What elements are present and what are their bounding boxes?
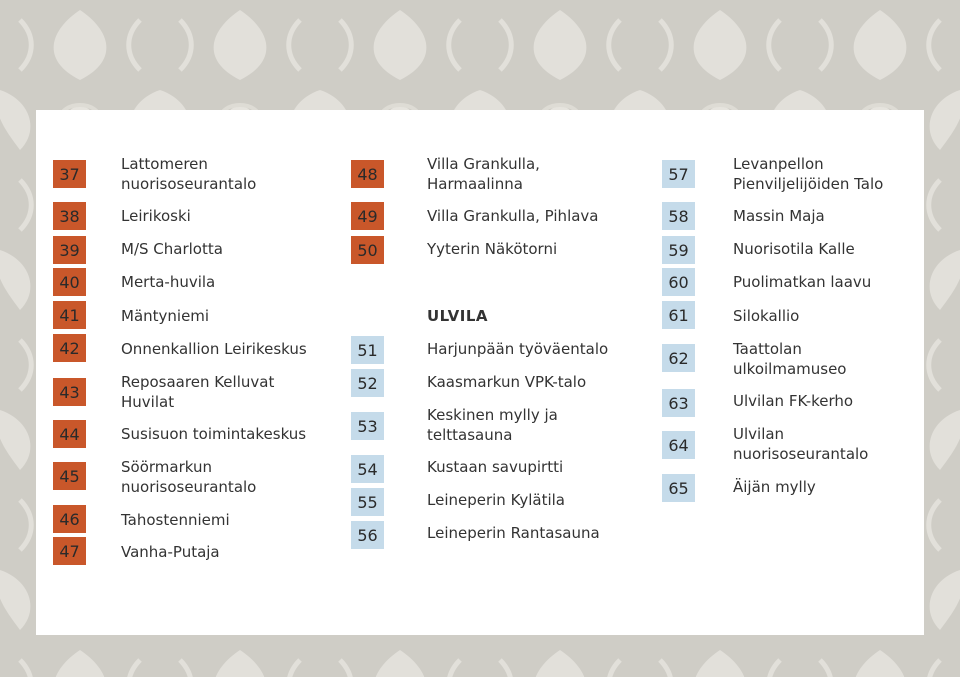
number-badge: 37 [53,160,86,188]
venue-name-line: Taattolan [733,340,802,358]
venue-name-line: nuorisoseurantalo [121,175,257,193]
number-badge: 41 [53,301,86,329]
venue-name [427,206,599,226]
venue-name-line: Harmaalinna [427,175,523,193]
number-badge: 45 [53,462,86,490]
venue-name-line: Keskinen mylly ja [427,406,558,424]
venue-name-line: Söörmarkun [121,458,212,476]
number-badge: 56 [351,521,384,549]
venue-name-line: Susisuon toimintakeskus [121,425,307,443]
venue-name [427,339,608,359]
venue-name-line: Silokallio [733,307,800,325]
venue-name-line: Pienviljelijöiden Talo [733,175,884,193]
number-badge: 61 [662,301,695,329]
number-badge: 47 [53,537,86,565]
venue-name-line: ulkoilmamuseo [733,360,847,378]
venue-name [121,272,215,292]
venue-name-line: Leineperin Kylätila [427,491,565,509]
venue-name [427,457,563,477]
number-badge: 48 [351,160,384,188]
venue-name-line: Mäntyniemi [121,307,210,325]
venue-name [733,206,825,226]
section-heading [427,306,488,326]
number-badge: 43 [53,378,86,406]
number-badge: 46 [53,505,86,533]
venue-name [733,239,855,259]
number-badge: 65 [662,474,695,502]
venue-name-line: Huvilat [121,393,175,411]
venue-name-line: Yyterin Näkötorni [427,240,558,258]
number-badge: 42 [53,334,86,362]
venue-name-line: telttasauna [427,426,513,444]
venue-name-line: M/S Charlotta [121,240,223,258]
venue-name [121,424,306,444]
venue-name [121,510,230,530]
number-badge: 64 [662,431,695,459]
venue-name [733,391,853,411]
venue-name [427,239,557,259]
venue-name [121,306,209,326]
venue-name-line: Villa Grankulla, Pihlava [427,207,599,225]
venue-name-line: Onnenkallion Leirikeskus [121,340,307,358]
number-badge: 59 [662,236,695,264]
venue-name [733,272,871,292]
number-badge: 54 [351,455,384,483]
venue-name [121,154,256,194]
venue-name-line: Reposaaren Kelluvat [121,373,275,391]
number-badge: 62 [662,344,695,372]
venue-name-line: Nuorisotila Kalle [733,240,855,258]
number-badge: 39 [53,236,86,264]
number-badge: 44 [53,420,86,448]
venue-name-line: Levanpellon [733,155,824,173]
number-badge: 49 [351,202,384,230]
venue-name [121,372,274,412]
venue-name-line: Leirikoski [121,207,191,225]
venue-name [427,154,540,194]
number-badge: 53 [351,412,384,440]
number-badge: 40 [53,268,86,296]
number-badge: 50 [351,236,384,264]
venue-name [427,372,586,392]
venue-name-line: Merta-huvila [121,273,216,291]
venue-name [733,477,816,497]
number-badge: 58 [662,202,695,230]
venue-name-line: Kaasmarkun VPK-talo [427,373,587,391]
venue-name [733,306,799,326]
venue-name-line: Ulvilan FK-kerho [733,392,854,410]
number-badge: 55 [351,488,384,516]
number-badge: 51 [351,336,384,364]
venue-name-line: Lattomeren [121,155,208,173]
venue-name-line: Villa Grankulla, [427,155,540,173]
venue-name [121,457,256,497]
venue-name-line: Vanha-Putaja [121,543,220,561]
venue-name-line: Massin Maja [733,207,825,225]
venue-name-line: nuorisoseurantalo [733,445,869,463]
venue-name-line: Puolimatkan laavu [733,273,872,291]
venue-name [121,206,191,226]
venue-name-line: Harjunpään työväentalo [427,340,609,358]
venue-name-line: ULVILA [427,307,489,325]
number-badge: 38 [53,202,86,230]
venue-name [427,523,600,543]
number-badge: 57 [662,160,695,188]
venue-name [733,424,868,464]
venue-name [427,405,558,445]
venue-name [733,154,883,194]
venue-name-line: Ulvilan [733,425,785,443]
number-badge: 63 [662,389,695,417]
venue-name [121,542,220,562]
venue-name [733,339,846,379]
venue-name-line: Äijän mylly [733,478,816,496]
number-badge: 52 [351,369,384,397]
venue-name-line: Tahostenniemi [121,511,230,529]
number-badge: 60 [662,268,695,296]
venue-name-line: Leineperin Rantasauna [427,524,600,542]
venue-name [121,339,307,359]
venue-name-line: nuorisoseurantalo [121,478,257,496]
venue-name-line: Kustaan savupirtti [427,458,564,476]
venue-name [427,490,565,510]
venue-name [121,239,223,259]
